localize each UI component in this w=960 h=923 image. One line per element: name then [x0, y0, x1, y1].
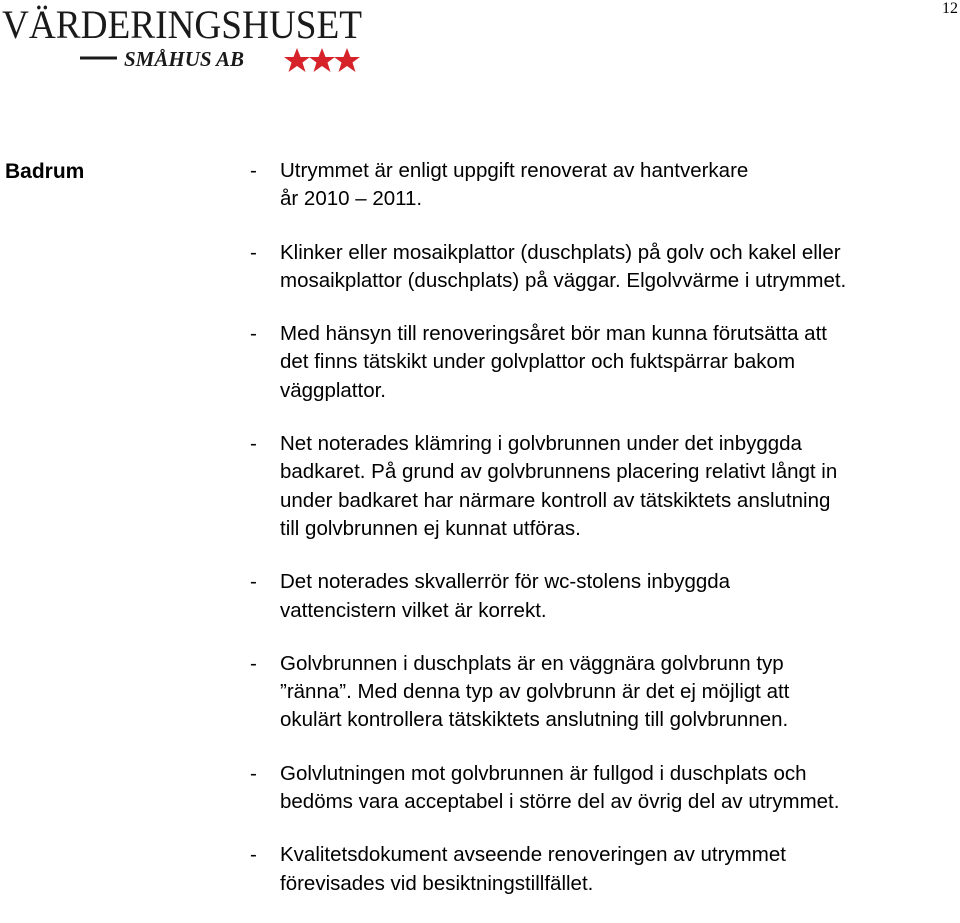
bullet-marker: - — [250, 651, 257, 675]
list-item — [249, 320, 949, 405]
bullet-marker: - — [250, 432, 257, 456]
star-icon — [334, 48, 360, 72]
list-item-line: bedöms vara acceptabel i större del av övrig del av utrymmet. — [280, 790, 840, 814]
list-item — [249, 841, 949, 898]
list-item-line: okulärt kontrollera tätskiktets anslutning till golvbrunnen. — [280, 708, 789, 732]
section-heading: Badrum — [5, 160, 85, 183]
list-item-line: badkaret. På grund av golvbrunnens placering relativt långt in — [280, 460, 838, 484]
list-item-line: mosaikplattor (duschplats) på väggar. Elgolvvärme i utrymmet. — [280, 268, 847, 292]
list-item — [249, 568, 949, 625]
list-item-line: under badkaret har närmare kontroll av tätskiktets anslutning — [280, 488, 831, 512]
list-item-line: Golvlutningen mot golvbrunnen är fullgod i duschplats och — [280, 761, 807, 785]
list-item-line: Kvalitetsdokument avseende renoveringen av utrymmet — [280, 843, 786, 867]
company-logo — [0, 0, 380, 78]
list-item — [249, 760, 949, 817]
list-item-line: till golvbrunnen ej kunnat utföras. — [280, 516, 581, 540]
logo-subtitle: SMÅHUS AB — [124, 47, 245, 71]
list-item-line: vattencistern vilket är korrekt. — [280, 598, 547, 622]
star-icon — [284, 48, 310, 72]
list-item-line: år 2010 – 2011. — [280, 187, 423, 211]
list-item-line: ”ränna”. Med denna typ av golvbrunn är det ej möjligt att — [280, 680, 790, 704]
bullet-marker: - — [250, 843, 257, 867]
list-item-line: Golvbrunnen i duschplats är en väggnära golvbrunn typ — [280, 651, 784, 675]
logo-stars — [284, 48, 360, 72]
list-item — [249, 650, 949, 735]
bullet-marker: - — [250, 570, 257, 594]
list-item-line: Utrymmet är enligt uppgift renoverat av hantverkare — [280, 159, 749, 182]
bullet-list — [249, 157, 949, 923]
logo-wordmark: VÄRDERINGSHUSET — [2, 2, 362, 47]
list-item-line: väggplattor. — [280, 378, 386, 402]
bullet-marker: - — [250, 159, 257, 182]
list-item — [249, 157, 949, 214]
list-item-line: det finns tätskikt under golvplattor och fuktspärrar bakom — [280, 350, 796, 374]
list-item — [249, 430, 949, 543]
list-item — [249, 239, 949, 296]
page-number: 12 — [942, 0, 958, 17]
list-item-line: Net noterades klämring i golvbrunnen under det inbyggda — [280, 432, 802, 456]
bullet-marker: - — [250, 240, 257, 264]
star-icon — [309, 48, 335, 72]
bullet-marker: - — [250, 322, 257, 346]
list-item-line: Med hänsyn till renoveringsåret bör man kunna förutsätta att — [280, 322, 827, 346]
list-item-line: förevisades vid besiktningstillfället. — [280, 871, 594, 895]
list-item-line: Det noterades skvallerrör för wc-stolens inbyggda — [280, 570, 731, 594]
list-item-line: Klinker eller mosaikplattor (duschplats) på golv och kakel eller — [280, 240, 841, 264]
bullet-marker: - — [250, 761, 257, 785]
